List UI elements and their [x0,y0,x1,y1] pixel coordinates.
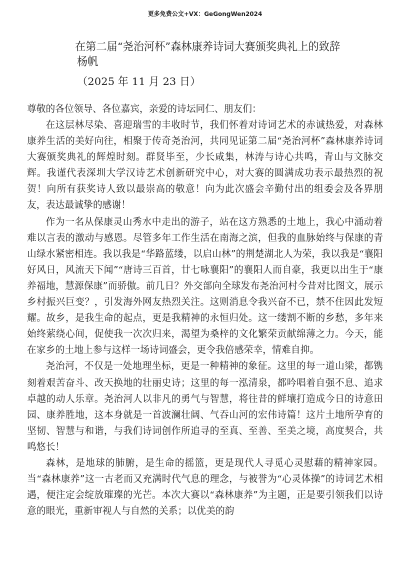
page-header-watermark: 更多免费公文+VX：GeGongWen2024 [147,11,263,18]
body-paragraph: 尧治河，不仅是一处地理坐标，更是一种精神的象征。这里的每一道山梁，都镌刻着艰苦奋斗、改天换地的壮丽史诗；这里的每一泓清泉，都吟唱着自强不息、追求卓越的动人乐章。尧治河人以非凡的勇气与智慧，将往昔的鲜壤打造成今日的诗意田园、康养胜地，这本身就是一首波澜壮阔、气吞山河的宏伟诗篇！这片土地所孕育的坚韧、智慧与和谐，与我们诗词创作所追寻的至真、至善、至美之境，高度契合，共鸣悠长！ [27,361,383,453]
document-title: 在第二届“尧治河杯”森林康养诗词大赛颁奖典礼上的致辞 [75,41,341,53]
body-paragraph: 在这层林尽染、喜迎瑞雪的丰收时节，我们怀着对诗词艺术的赤诚热爱，对森林康养生活的美好向往，相聚于传奇尧治河，共同见证第二届“尧治河杯”森林康养诗词大赛颁奖典礼的辉煌时刻。群贤毕至，少长咸集，林涛与诗心共鸣，青山与文脉交辉。我谨代表深圳大学汉诗艺术创新研究中心，对大赛的圆满成功表示最热烈的祝贺！向所有获奖诗人致以最崇高的敬意！向为此次盛会辛勤付出的组委会及各界朋友，表达最诚挚的感谢！ [27,120,383,212]
body-paragraph: 森林，是地球的肺腑，是生命的摇篮，更是现代人寻觅心灵慰藉的精神家园。当“森林康养”这一古老而又充满时代气息的理念，与被誉为“心灵体操”的诗词艺术相遇，便注定会绽放璀璨的光芒。本次大赛以“森林康养”为主题，正是要引领我们以诗意的眼光，重新审视人与自然的关系；以优美的韵 [27,457,383,518]
document-page [27,40,383,520]
document-date: （2025 年 11 月 23 日） [77,76,201,88]
salutation: 尊敬的各位领导、各位嘉宾，亲爱的诗坛同仁、朋友们： [27,104,262,115]
body-paragraph: 作为一名从保康灵山秀水中走出的游子，站在这方熟悉的土地上，我心中涌动着难以言表的激动与感恩。尽管多年工作生活在南海之滨，但我的血脉始终与保康的青山绿水紧密相连。我以我是“华路蓝缕，以启山林”的荆楚湖北人为荣，我以我是“襄阳好风日，风流天下闻”“唐诗三百首，廿七咏襄阳”的襄阳人而自豪，我更以出生于“康养福地，慧源保康”而骄傲。前几日？外交部向全球发布尧治河村今昔对比图文，展示乡村振兴巨变？，引发海外网友热烈关注。这则消息令我兴奋不已，禁不住因此发短耀。故乡，是我生命的起点，更是我精神的永恒归处。这一缕割不断的乡愁，多年来始终萦绕心间，促使我一次次归来，渴望为桑梓的文化繁荣贡献绵薄之力。今天，能在家乡的土地上参与这样一场诗词盛会，更令我倍感荣幸，情难自抑。 [27,216,383,357]
document-author: 杨帆 [77,56,99,68]
